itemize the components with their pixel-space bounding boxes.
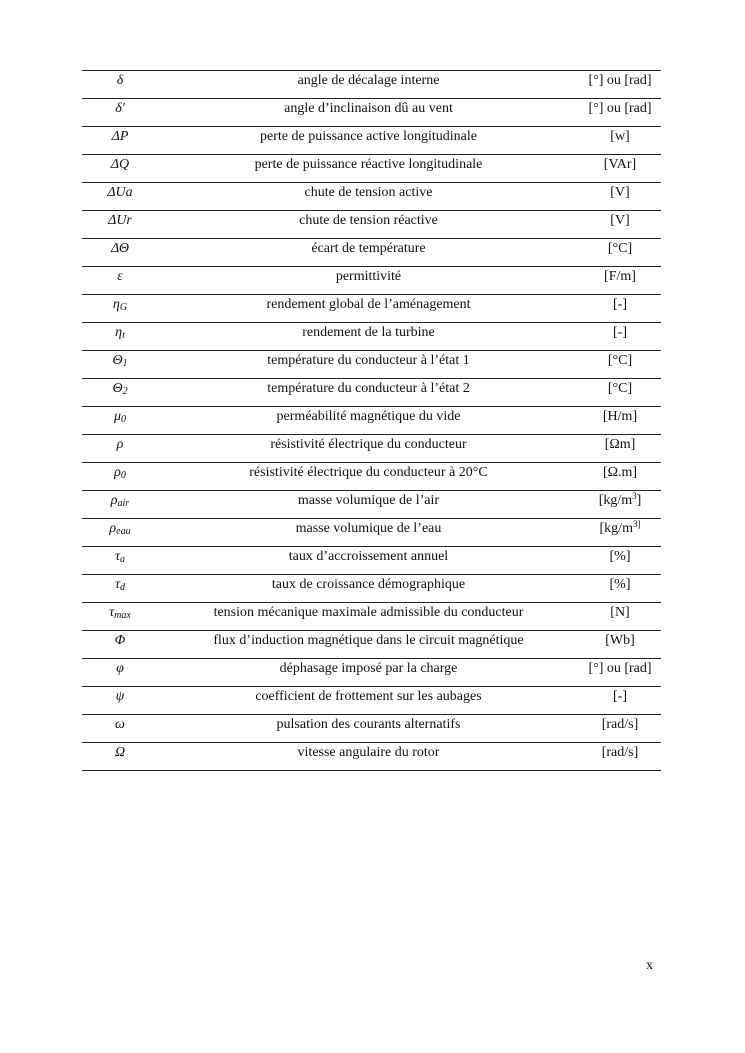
table-row xyxy=(82,547,661,575)
symbol-subscript: 2 xyxy=(122,386,128,397)
symbol-subscript: 0 xyxy=(121,414,127,425)
symbol xyxy=(116,689,125,704)
symbol xyxy=(111,493,129,508)
symbol-cell xyxy=(82,127,158,155)
symbol xyxy=(112,353,127,368)
symbol-base: Ω xyxy=(114,745,126,760)
symbol-subscript: air xyxy=(117,498,130,509)
symbol xyxy=(107,185,132,200)
unit-cell xyxy=(579,715,661,743)
table-row xyxy=(82,267,661,295)
unit-text: [rad/s] xyxy=(601,717,639,732)
unit-cell xyxy=(579,99,661,127)
table-row xyxy=(82,71,661,99)
table-row xyxy=(82,631,661,659)
symbol xyxy=(114,409,126,424)
unit-cell xyxy=(579,519,661,547)
symbol-prime: ′ xyxy=(121,101,125,116)
symbol-base: Θ xyxy=(112,353,123,368)
symbol-cell xyxy=(82,155,158,183)
unit-cell xyxy=(579,71,661,99)
definition-cell: vitesse angulaire du rotor xyxy=(158,743,579,771)
symbol-base: η xyxy=(115,325,123,340)
symbol-cell xyxy=(82,267,158,295)
unit-cell xyxy=(579,127,661,155)
symbol-base: ΔUr xyxy=(108,213,132,228)
definition-cell: flux d’induction magnétique dans le circuit magnétique xyxy=(158,631,579,659)
unit-text: [-] xyxy=(613,689,627,704)
table-row xyxy=(82,99,661,127)
symbol xyxy=(114,465,126,480)
unit-cell xyxy=(579,659,661,687)
definition-cell: écart de température xyxy=(158,239,579,267)
symbol xyxy=(115,633,126,648)
unit-text: [VAr] xyxy=(603,157,637,172)
definition-cell: perte de puissance active longitudinale xyxy=(158,127,579,155)
unit-cell xyxy=(579,183,661,211)
unit-tail: ] xyxy=(636,493,642,508)
symbol xyxy=(117,269,123,284)
symbol xyxy=(115,101,125,116)
symbol-cell xyxy=(82,575,158,603)
unit-text: [°] ou [rad] xyxy=(588,73,652,88)
definition-cell: coefficient de frottement sur les aubages xyxy=(158,687,579,715)
unit-text: [V] xyxy=(610,213,630,228)
table-row xyxy=(82,155,661,183)
symbol-subscript: G xyxy=(119,302,128,313)
definition-cell: chute de tension réactive xyxy=(158,211,579,239)
symbol-base: ΔQ xyxy=(110,157,130,172)
unit-cell xyxy=(579,687,661,715)
unit-text: [°] ou [rad] xyxy=(588,101,652,116)
definition-cell: angle d’inclinaison dû au vent xyxy=(158,99,579,127)
symbol xyxy=(117,73,124,88)
symbol-base: τ xyxy=(114,549,120,564)
definition-cell: résistivité électrique du conducteur xyxy=(158,435,579,463)
unit-text: [%] xyxy=(609,549,631,564)
unit-text: [F/m] xyxy=(604,269,636,284)
unit-cell xyxy=(579,435,661,463)
unit-text: [Ωm] xyxy=(604,437,636,452)
unit-text: [kg/m xyxy=(599,521,633,536)
unit-cell xyxy=(579,323,661,351)
unit-cell xyxy=(579,463,661,491)
symbol-cell xyxy=(82,715,158,743)
nomenclature-table-body xyxy=(82,71,661,771)
table-row xyxy=(82,127,661,155)
definition-cell: pulsation des courants alternatifs xyxy=(158,715,579,743)
table-row xyxy=(82,603,661,631)
symbol xyxy=(115,549,125,564)
unit-cell xyxy=(579,211,661,239)
symbol-cell xyxy=(82,211,158,239)
symbol-cell xyxy=(82,435,158,463)
table-row xyxy=(82,295,661,323)
symbol xyxy=(115,745,125,760)
symbol-subscript: max xyxy=(114,610,131,621)
symbol xyxy=(115,325,125,340)
symbol-cell xyxy=(82,659,158,687)
symbol-cell xyxy=(82,631,158,659)
nomenclature-table xyxy=(82,70,661,771)
symbol-cell xyxy=(82,239,158,267)
symbol-cell xyxy=(82,519,158,547)
unit-cell xyxy=(579,631,661,659)
definition-cell: déphasage imposé par la charge xyxy=(158,659,579,687)
unit-text: [V] xyxy=(610,185,630,200)
symbol-base: η xyxy=(112,297,120,312)
symbol-base: τ xyxy=(109,605,115,620)
symbol-base: Θ xyxy=(112,381,123,396)
symbol-base: τ xyxy=(114,577,120,592)
symbol xyxy=(108,213,132,228)
table-row xyxy=(82,575,661,603)
unit-text: [w] xyxy=(610,129,630,144)
symbol-base: ρ xyxy=(116,437,124,452)
definition-cell: masse volumique de l’eau xyxy=(158,519,579,547)
symbol xyxy=(113,297,127,312)
definition-cell: angle de décalage interne xyxy=(158,71,579,99)
unit-text: [Ω.m] xyxy=(602,465,638,480)
symbol-base: Φ xyxy=(114,633,126,648)
table-row xyxy=(82,323,661,351)
symbol-cell xyxy=(82,603,158,631)
definition-cell: perméabilité magnétique du vide xyxy=(158,407,579,435)
definition-cell: température du conducteur à l’état 2 xyxy=(158,379,579,407)
definition-cell: tension mécanique maximale admissible du conducteur xyxy=(158,603,579,631)
table-row xyxy=(82,407,661,435)
symbol-cell xyxy=(82,547,158,575)
unit-text: [-] xyxy=(613,297,627,312)
table-row xyxy=(82,743,661,771)
symbol-base: ρ xyxy=(110,493,118,508)
symbol-base: ρ xyxy=(114,465,121,480)
definition-cell: taux d’accroissement annuel xyxy=(158,547,579,575)
unit-cell xyxy=(579,295,661,323)
symbol-base: ΔP xyxy=(111,129,129,144)
symbol-cell xyxy=(82,687,158,715)
table-row xyxy=(82,379,661,407)
symbol xyxy=(115,577,125,592)
definition-cell: résistivité électrique du conducteur à 20°C xyxy=(158,463,579,491)
unit-text: [N] xyxy=(610,605,630,620)
unit-superscript: 3] xyxy=(632,519,641,529)
definition-cell: température du conducteur à l’état 1 xyxy=(158,351,579,379)
symbol-base: ε xyxy=(117,269,123,284)
symbol-subscript: 1 xyxy=(122,358,128,369)
symbol-base: ΔΘ xyxy=(110,241,130,256)
symbol-base: δ xyxy=(115,101,122,116)
symbol-cell xyxy=(82,407,158,435)
symbol-subscript: a xyxy=(120,554,125,565)
symbol-cell xyxy=(82,379,158,407)
symbol-subscript: eau xyxy=(116,526,131,537)
symbol xyxy=(109,605,131,620)
symbol xyxy=(115,717,125,732)
symbol-cell xyxy=(82,351,158,379)
table-row xyxy=(82,351,661,379)
unit-text: [°] ou [rad] xyxy=(588,661,652,676)
table-row xyxy=(82,491,661,519)
definition-cell: perte de puissance réactive longitudinale xyxy=(158,155,579,183)
unit-cell xyxy=(579,575,661,603)
symbol-cell xyxy=(82,463,158,491)
unit-cell xyxy=(579,155,661,183)
symbol xyxy=(117,437,124,452)
table-row xyxy=(82,239,661,267)
symbol-base: μ xyxy=(113,409,122,424)
unit-cell xyxy=(579,379,661,407)
unit-cell xyxy=(579,491,661,519)
unit-cell xyxy=(579,547,661,575)
definition-cell: masse volumique de l’air xyxy=(158,491,579,519)
symbol xyxy=(112,129,129,144)
symbol-subscript: d xyxy=(120,582,125,593)
symbol xyxy=(111,157,129,172)
definition-cell: chute de tension active xyxy=(158,183,579,211)
unit-text: [°C] xyxy=(607,241,633,256)
symbol-cell xyxy=(82,183,158,211)
symbol-cell xyxy=(82,99,158,127)
unit-text: [rad/s] xyxy=(601,745,639,760)
unit-superscript: 3 xyxy=(632,491,637,501)
unit-text: [°C] xyxy=(607,353,633,368)
unit-text: [H/m] xyxy=(602,409,638,424)
symbol-cell xyxy=(82,743,158,771)
table-row xyxy=(82,519,661,547)
unit-cell xyxy=(579,351,661,379)
unit-text: [%] xyxy=(609,577,631,592)
symbol-subscript: t xyxy=(122,330,125,341)
definition-cell: permittivité xyxy=(158,267,579,295)
symbol-cell xyxy=(82,295,158,323)
table-row xyxy=(82,659,661,687)
unit-text: [Wb] xyxy=(605,633,635,648)
symbol-base: ψ xyxy=(115,689,125,704)
symbol-subscript: 0 xyxy=(120,470,126,481)
unit-text: [kg/m xyxy=(598,493,633,508)
definition-cell: rendement de la turbine xyxy=(158,323,579,351)
symbol-base: φ xyxy=(116,661,124,676)
unit-cell xyxy=(579,603,661,631)
unit-cell xyxy=(579,407,661,435)
symbol xyxy=(111,241,129,256)
table-row xyxy=(82,183,661,211)
table-row xyxy=(82,463,661,491)
symbol xyxy=(116,661,124,676)
table-row xyxy=(82,435,661,463)
symbol-base: δ xyxy=(116,73,124,88)
unit-text: [°C] xyxy=(607,381,633,396)
unit-text: [-] xyxy=(613,325,627,340)
table-row xyxy=(82,715,661,743)
symbol-base: ω xyxy=(115,717,125,732)
definition-cell: rendement global de l’aménagement xyxy=(158,295,579,323)
unit-cell xyxy=(579,267,661,295)
symbol-cell xyxy=(82,323,158,351)
symbol xyxy=(112,381,127,396)
symbol xyxy=(109,521,130,536)
symbol-cell xyxy=(82,491,158,519)
unit-cell xyxy=(579,743,661,771)
symbol-cell xyxy=(82,71,158,99)
symbol-base: ρ xyxy=(109,521,117,536)
symbol-base: ΔUa xyxy=(107,185,133,200)
definition-cell: taux de croissance démographique xyxy=(158,575,579,603)
page-number: x xyxy=(646,958,653,973)
unit-cell xyxy=(579,239,661,267)
table-row xyxy=(82,211,661,239)
table-row xyxy=(82,687,661,715)
